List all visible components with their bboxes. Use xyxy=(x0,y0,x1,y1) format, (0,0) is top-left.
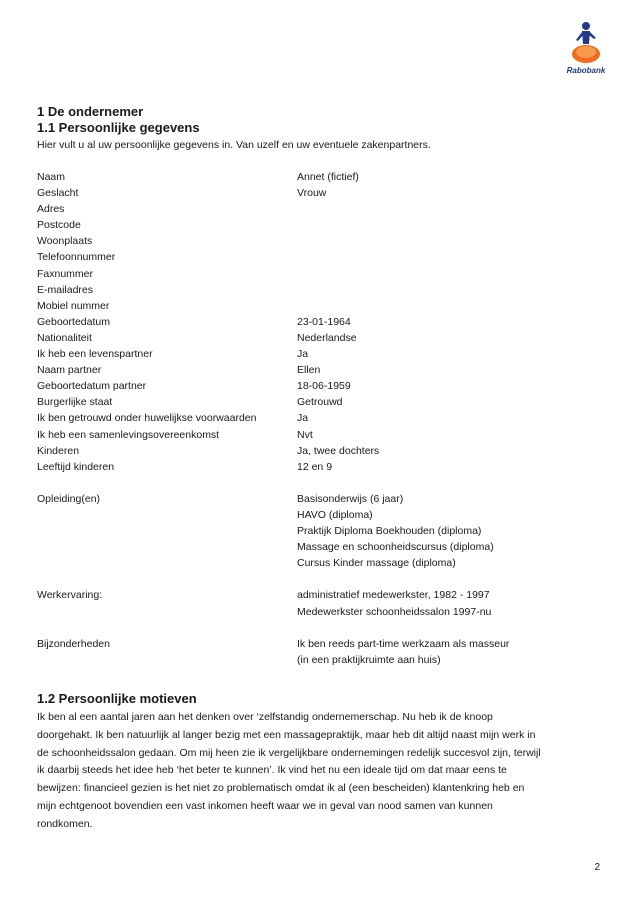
field-row xyxy=(37,459,602,475)
field-value xyxy=(297,217,602,233)
opleiding-row xyxy=(37,507,602,523)
field-row xyxy=(37,266,602,282)
field-row xyxy=(37,249,602,265)
field-label: Naam xyxy=(37,171,66,183)
field-value: 18-06-1959 xyxy=(297,380,351,393)
field-label: Ik heb een samenlevingsovereenkomst xyxy=(37,428,220,441)
field-label: Leeftijd kinderen xyxy=(37,460,115,473)
field-row xyxy=(37,217,602,233)
field-row xyxy=(37,233,602,249)
field-row xyxy=(37,185,602,201)
field-value: 23-01-1964 xyxy=(297,315,351,328)
field-label: Adres xyxy=(37,203,65,216)
field-label: Woonplaats xyxy=(37,235,93,248)
paragraph-line: mijn echtgenoot bovendien een vast inkomen heeft waar we in geval van nood samen van kunnen xyxy=(37,799,493,812)
field-value: 12 en 9 xyxy=(297,460,333,473)
field-value: Ellen xyxy=(297,364,321,377)
bijzonderheden-label: Bijzonderheden xyxy=(37,637,110,650)
field-label: Naam partner xyxy=(37,364,102,377)
fields-list xyxy=(37,169,602,668)
bijzonderheden-row xyxy=(37,636,602,652)
field-value: Vrouw xyxy=(297,187,327,200)
opleiding-value: Cursus Kinder massage (diploma) xyxy=(297,557,456,570)
field-value: Nederlandse xyxy=(297,331,357,344)
field-value xyxy=(297,249,602,265)
opleiding-value: Basisonderwijs (6 jaar) xyxy=(297,492,404,505)
field-label: Nationaliteit xyxy=(37,331,92,344)
opleiding-row xyxy=(37,555,602,571)
bijzonderheden-value: Ik ben reeds part-time werkzaam als masseur xyxy=(297,637,510,650)
field-label: Telefoonnummer xyxy=(37,251,116,264)
bijzonderheden-value: (in een praktijkruimte aan huis) xyxy=(297,653,441,666)
field-row xyxy=(37,410,602,426)
paragraph-line: Ik ben al een aantal jaren aan het denken over ‘zelfstandig ondernemerschap. Nu heb ik de knoop xyxy=(37,711,493,723)
paragraph-line: de schoonheidssalon gedaan. Om mij heen zie ik vergelijkbare ondernemingen redelijk succesvol zijn, terwijl xyxy=(37,746,541,759)
heading-persoonlijke-gegevens: 1.1 Persoonlijke gegevens xyxy=(37,120,200,135)
page-number: 2 xyxy=(594,862,600,873)
field-label: Geslacht xyxy=(37,187,79,200)
field-label: Postcode xyxy=(37,219,81,232)
field-row xyxy=(37,443,602,459)
rabobank-logo-icon xyxy=(558,14,614,66)
field-row xyxy=(37,394,602,410)
field-value xyxy=(297,298,602,314)
field-row xyxy=(37,362,602,378)
field-value: Nvt xyxy=(297,428,313,441)
field-value xyxy=(297,266,602,282)
opleiding-row xyxy=(37,523,602,539)
heading-persoonlijke-motieven: 1.2 Persoonlijke motieven xyxy=(37,691,197,706)
werkervaring-label: Werkervaring: xyxy=(37,589,103,602)
section-persoonlijke-motieven xyxy=(37,691,602,834)
field-row xyxy=(37,427,602,443)
opleiding-value: Massage en schoonheidscursus (diploma) xyxy=(297,541,494,554)
field-label: Mobiel nummer xyxy=(37,299,110,312)
field-label: E-mailadres xyxy=(37,283,94,296)
opleiding-row xyxy=(37,539,602,555)
section-persoonlijke-gegevens xyxy=(37,104,602,668)
field-label: Faxnummer xyxy=(37,267,94,280)
field-row xyxy=(37,346,602,362)
field-value xyxy=(297,282,602,298)
field-value xyxy=(297,233,602,249)
werkervaring-row xyxy=(37,587,602,603)
field-value: Ja xyxy=(297,412,309,425)
field-label: Geboortedatum partner xyxy=(37,380,147,393)
field-value: Getrouwd xyxy=(297,396,343,409)
paragraph-line: rondkomen. xyxy=(37,817,93,830)
werkervaring-value: Medewerkster schoonheidssalon 1997-nu xyxy=(297,605,492,618)
field-label: Ik heb een levenspartner xyxy=(37,348,153,361)
field-value: Annet (fictief) xyxy=(297,171,359,183)
opleiding-value: Praktijk Diploma Boekhouden (diploma) xyxy=(297,525,482,538)
field-row xyxy=(37,282,602,298)
paragraph-line: ik daarbij steeds het idee heb ‘het beter te kunnen’. Ik vind het nu een ideale tijd om dat maar eens te xyxy=(37,764,507,777)
field-row xyxy=(37,314,602,330)
paragraph-line: doorgehakt. Ik ben natuurlijk al langer bezig met een massagepraktijk, maar heb dit altijd naast mijn werk in xyxy=(37,728,536,741)
field-row xyxy=(37,169,602,185)
werkervaring-row xyxy=(37,604,602,620)
field-label: Ik ben getrouwd onder huwelijkse voorwaarden xyxy=(37,412,257,425)
field-label: Burgerlijke staat xyxy=(37,396,113,409)
field-row xyxy=(37,201,602,217)
field-label: Kinderen xyxy=(37,444,80,457)
field-value: Ja, twee dochters xyxy=(297,444,380,457)
opleiding-value: HAVO (diploma) xyxy=(297,508,373,521)
opleiding-row xyxy=(37,491,602,507)
rabobank-logo xyxy=(558,14,614,76)
field-row xyxy=(37,330,602,346)
opleiding-label: Opleiding(en) xyxy=(37,492,101,505)
field-value xyxy=(297,201,602,217)
werkervaring-value: administratief medewerkster, 1982 - 1997 xyxy=(297,589,490,602)
field-row xyxy=(37,378,602,394)
field-value: Ja xyxy=(297,348,309,361)
paragraph-line: bewijzen: financieel gezien is het niet zo problematisch omdat ik al (een bescheiden) klantenkring heb en xyxy=(37,782,525,795)
intro-text: Hier vult u al uw persoonlijke gegevens in. Van uzelf en uw eventuele zakenpartners. xyxy=(37,139,431,151)
bijzonderheden-row xyxy=(37,652,602,668)
motieven-paragraph xyxy=(37,709,602,834)
heading-ondernemer: 1 De ondernemer xyxy=(37,104,144,119)
logo-wordmark: Rabobank xyxy=(566,66,606,75)
field-label: Geboortedatum xyxy=(37,315,110,328)
field-row xyxy=(37,298,602,314)
